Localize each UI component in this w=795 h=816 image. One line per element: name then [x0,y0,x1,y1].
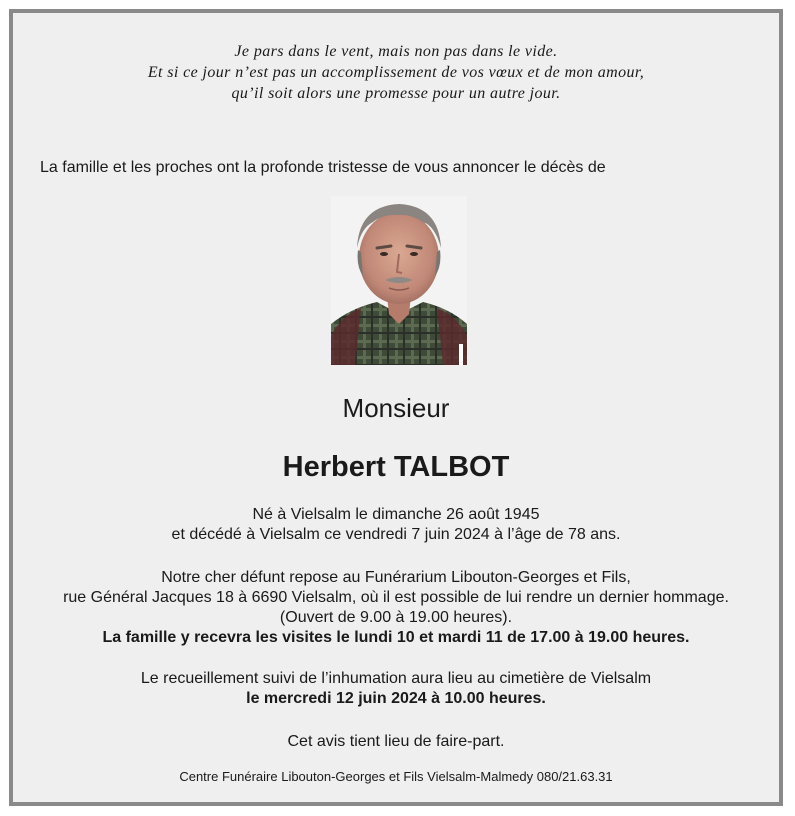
poem-line: Et si ce jour n’est pas un accomplissement de vos vœux et de mon amour, [147,64,645,81]
ceremony-date: le mercredi 12 juin 2024 à 10.00 heures. [246,690,546,707]
poem-line: Je pars dans le vent, mais non pas dans le vide. [234,43,558,60]
poem [13,41,779,104]
death-notice-card [9,9,783,806]
honorific: Monsieur [342,393,450,423]
visits-line: La famille y recevra les visites le lundi 10 et mardi 11 de 17.00 à 19.00 heures. [102,629,690,646]
life-dates [13,505,779,545]
birth-line: Né à Vielsalm le dimanche 26 août 1945 [252,506,540,523]
announcement-intro: La famille et les proches ont la profonde tristesse de vous annoncer le décès de [40,159,606,176]
repose-line: Notre cher défunt repose au Funérarium Libouton-Georges et Fils, [161,569,631,586]
ceremony-info [13,669,779,709]
funeral-home-footer: Centre Funéraire Libouton-Georges et Fils Vielsalm-Malmedy 080/21.63.31 [179,769,613,784]
ceremony-line: Le recueillement suivi de l’inhumation aura lieu au cimetière de Vielsalm [140,670,652,687]
address-line: rue Général Jacques 18 à 6690 Vielsalm, où il est possible de lui rendre un dernier hommage. [63,589,729,606]
deceased-name: Herbert TALBOT [282,451,510,483]
opening-hours: (Ouvert de 9.00 à 19.00 heures). [279,609,513,626]
death-line: et décédé à Vielsalm ce vendredi 7 juin 2024 à l’âge de 78 ans. [171,526,621,543]
notice-line: Cet avis tient lieu de faire-part. [287,733,505,750]
portrait-photo [331,196,467,365]
poem-line: qu’il soit alors une promesse pour un autre jour. [231,85,561,102]
repose-info [13,568,779,648]
